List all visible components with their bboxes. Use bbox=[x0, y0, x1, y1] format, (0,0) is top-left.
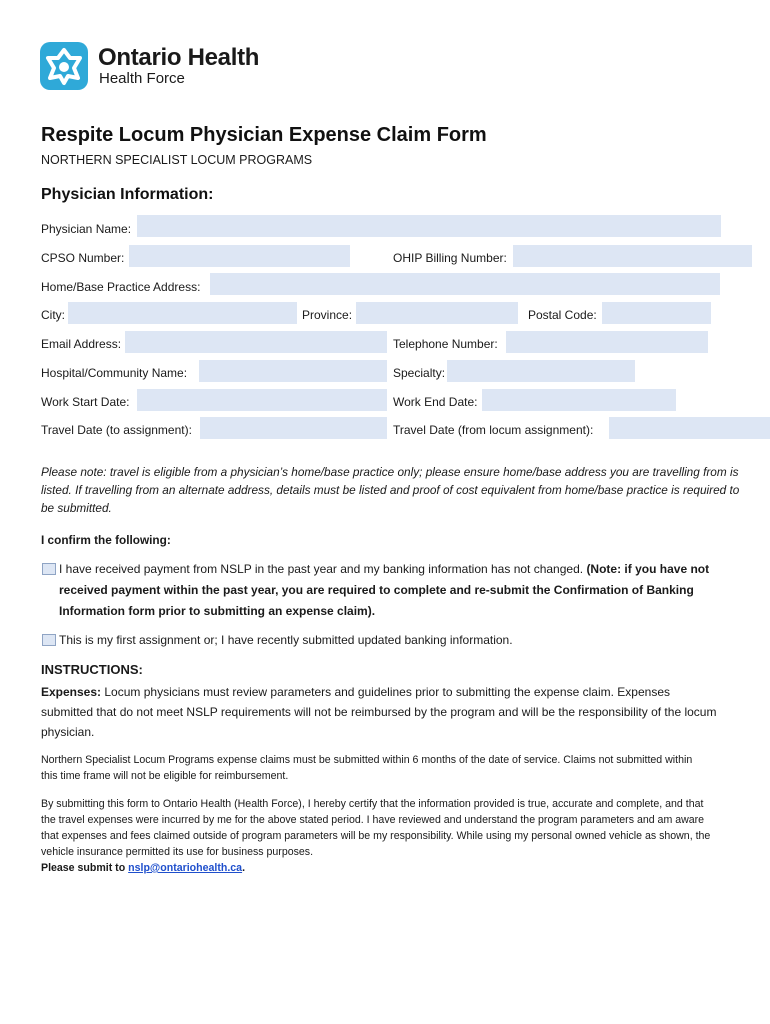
email-label: Email Address: bbox=[41, 337, 122, 351]
specialty-label: Specialty: bbox=[393, 366, 446, 380]
telephone-field[interactable] bbox=[506, 331, 708, 353]
certification-paragraph bbox=[41, 796, 711, 876]
physician-name-label: Physician Name: bbox=[41, 222, 132, 236]
work-end-label: Work End Date: bbox=[393, 395, 478, 409]
hospital-field[interactable] bbox=[199, 360, 387, 382]
email-field[interactable] bbox=[125, 331, 387, 353]
home-address-label: Home/Base Practice Address: bbox=[41, 280, 201, 294]
org-subname: Health Force bbox=[99, 70, 185, 87]
cpso-number-label: CPSO Number: bbox=[41, 251, 125, 265]
physician-name-field[interactable] bbox=[137, 215, 721, 237]
deadline-paragraph: Northern Specialist Locum Programs expense claims must be submitted within 6 months of the date of service. Claims not submitted within this time frame will not be eligible for reimbursement. bbox=[41, 754, 693, 782]
cpso-number-field[interactable] bbox=[129, 245, 350, 267]
city-field[interactable] bbox=[68, 302, 297, 324]
confirm-payment-text bbox=[59, 559, 719, 622]
confirm-payment-checkbox[interactable] bbox=[42, 563, 56, 575]
submit-prefix: Please submit to bbox=[41, 862, 126, 874]
confirm-payment-statement: I have received payment from NSLP in the past year and my banking information has not changed. bbox=[59, 562, 584, 576]
expenses-paragraph bbox=[41, 682, 721, 742]
ohip-billing-field[interactable] bbox=[513, 245, 752, 267]
org-name: Ontario Health bbox=[98, 44, 260, 71]
form-title: Respite Locum Physician Expense Claim Form bbox=[41, 124, 487, 146]
section-physician-info: Physician Information: bbox=[41, 186, 214, 203]
certification-text: By submitting this form to Ontario Health (Health Force), I hereby certify that the information provided is true, accurate and complete, and that the travel expenses were incurred by me for the above stated period. I have reviewed and understand the program parameters and am aware that expenses and fees claimed outside of program parameters will be my responsibility. While using my personal owned vehicle as shown, the vehicle insurance permitted its use for business purposes. bbox=[41, 798, 711, 858]
travel-from-label: Travel Date (from locum assignment): bbox=[393, 423, 594, 437]
form-subtitle: NORTHERN SPECIALIST LOCUM PROGRAMS bbox=[41, 153, 313, 167]
confirm-first-assignment-text: This is my first assignment or; I have recently submitted updated banking information. bbox=[59, 633, 513, 647]
travel-to-field[interactable] bbox=[200, 417, 387, 439]
submit-email-link[interactable]: nslp@ontariohealth.ca bbox=[128, 862, 243, 874]
ontario-health-logo-icon bbox=[40, 42, 88, 90]
instructions-heading: INSTRUCTIONS: bbox=[41, 662, 143, 677]
telephone-label: Telephone Number: bbox=[393, 337, 498, 351]
ohip-billing-label: OHIP Billing Number: bbox=[393, 251, 507, 265]
specialty-field[interactable] bbox=[447, 360, 635, 382]
province-label: Province: bbox=[302, 308, 353, 322]
travel-eligibility-note: Please note: travel is eligible from a physician’s home/base practice only; please ensure home/base address you are travelling from is listed. If travelling from an alternate address, details must be listed and proof of cost equivalent from home/base practice is required to be submitted. bbox=[41, 465, 740, 515]
work-start-field[interactable] bbox=[137, 389, 387, 411]
city-label: City: bbox=[41, 308, 65, 322]
work-start-label: Work Start Date: bbox=[41, 395, 130, 409]
expenses-label: Expenses: bbox=[41, 685, 102, 699]
hospital-label: Hospital/Community Name: bbox=[41, 366, 188, 380]
work-end-field[interactable] bbox=[482, 389, 676, 411]
travel-from-field[interactable] bbox=[609, 417, 770, 439]
province-field[interactable] bbox=[356, 302, 518, 324]
confirm-payment-note: (Note: if you have not received payment within the past year, you are required to complete and re-submit the Confirmation of Banking Information form prior to submitting an expense claim). bbox=[59, 562, 710, 618]
travel-to-label: Travel Date (to assignment): bbox=[41, 423, 192, 437]
postal-code-label: Postal Code: bbox=[528, 308, 597, 322]
expenses-text: Locum physicians must review parameters and guidelines prior to submitting the expense claim. Expenses submitted that do not meet NSLP requirements will not be reimbursed by the program and will be the responsibility of the locum physician. bbox=[41, 685, 717, 739]
home-address-field[interactable] bbox=[210, 273, 720, 295]
postal-code-field[interactable] bbox=[602, 302, 711, 324]
confirm-heading: I confirm the following: bbox=[41, 533, 171, 547]
submit-suffix: . bbox=[242, 862, 246, 874]
confirm-first-assignment-checkbox[interactable] bbox=[42, 634, 56, 646]
